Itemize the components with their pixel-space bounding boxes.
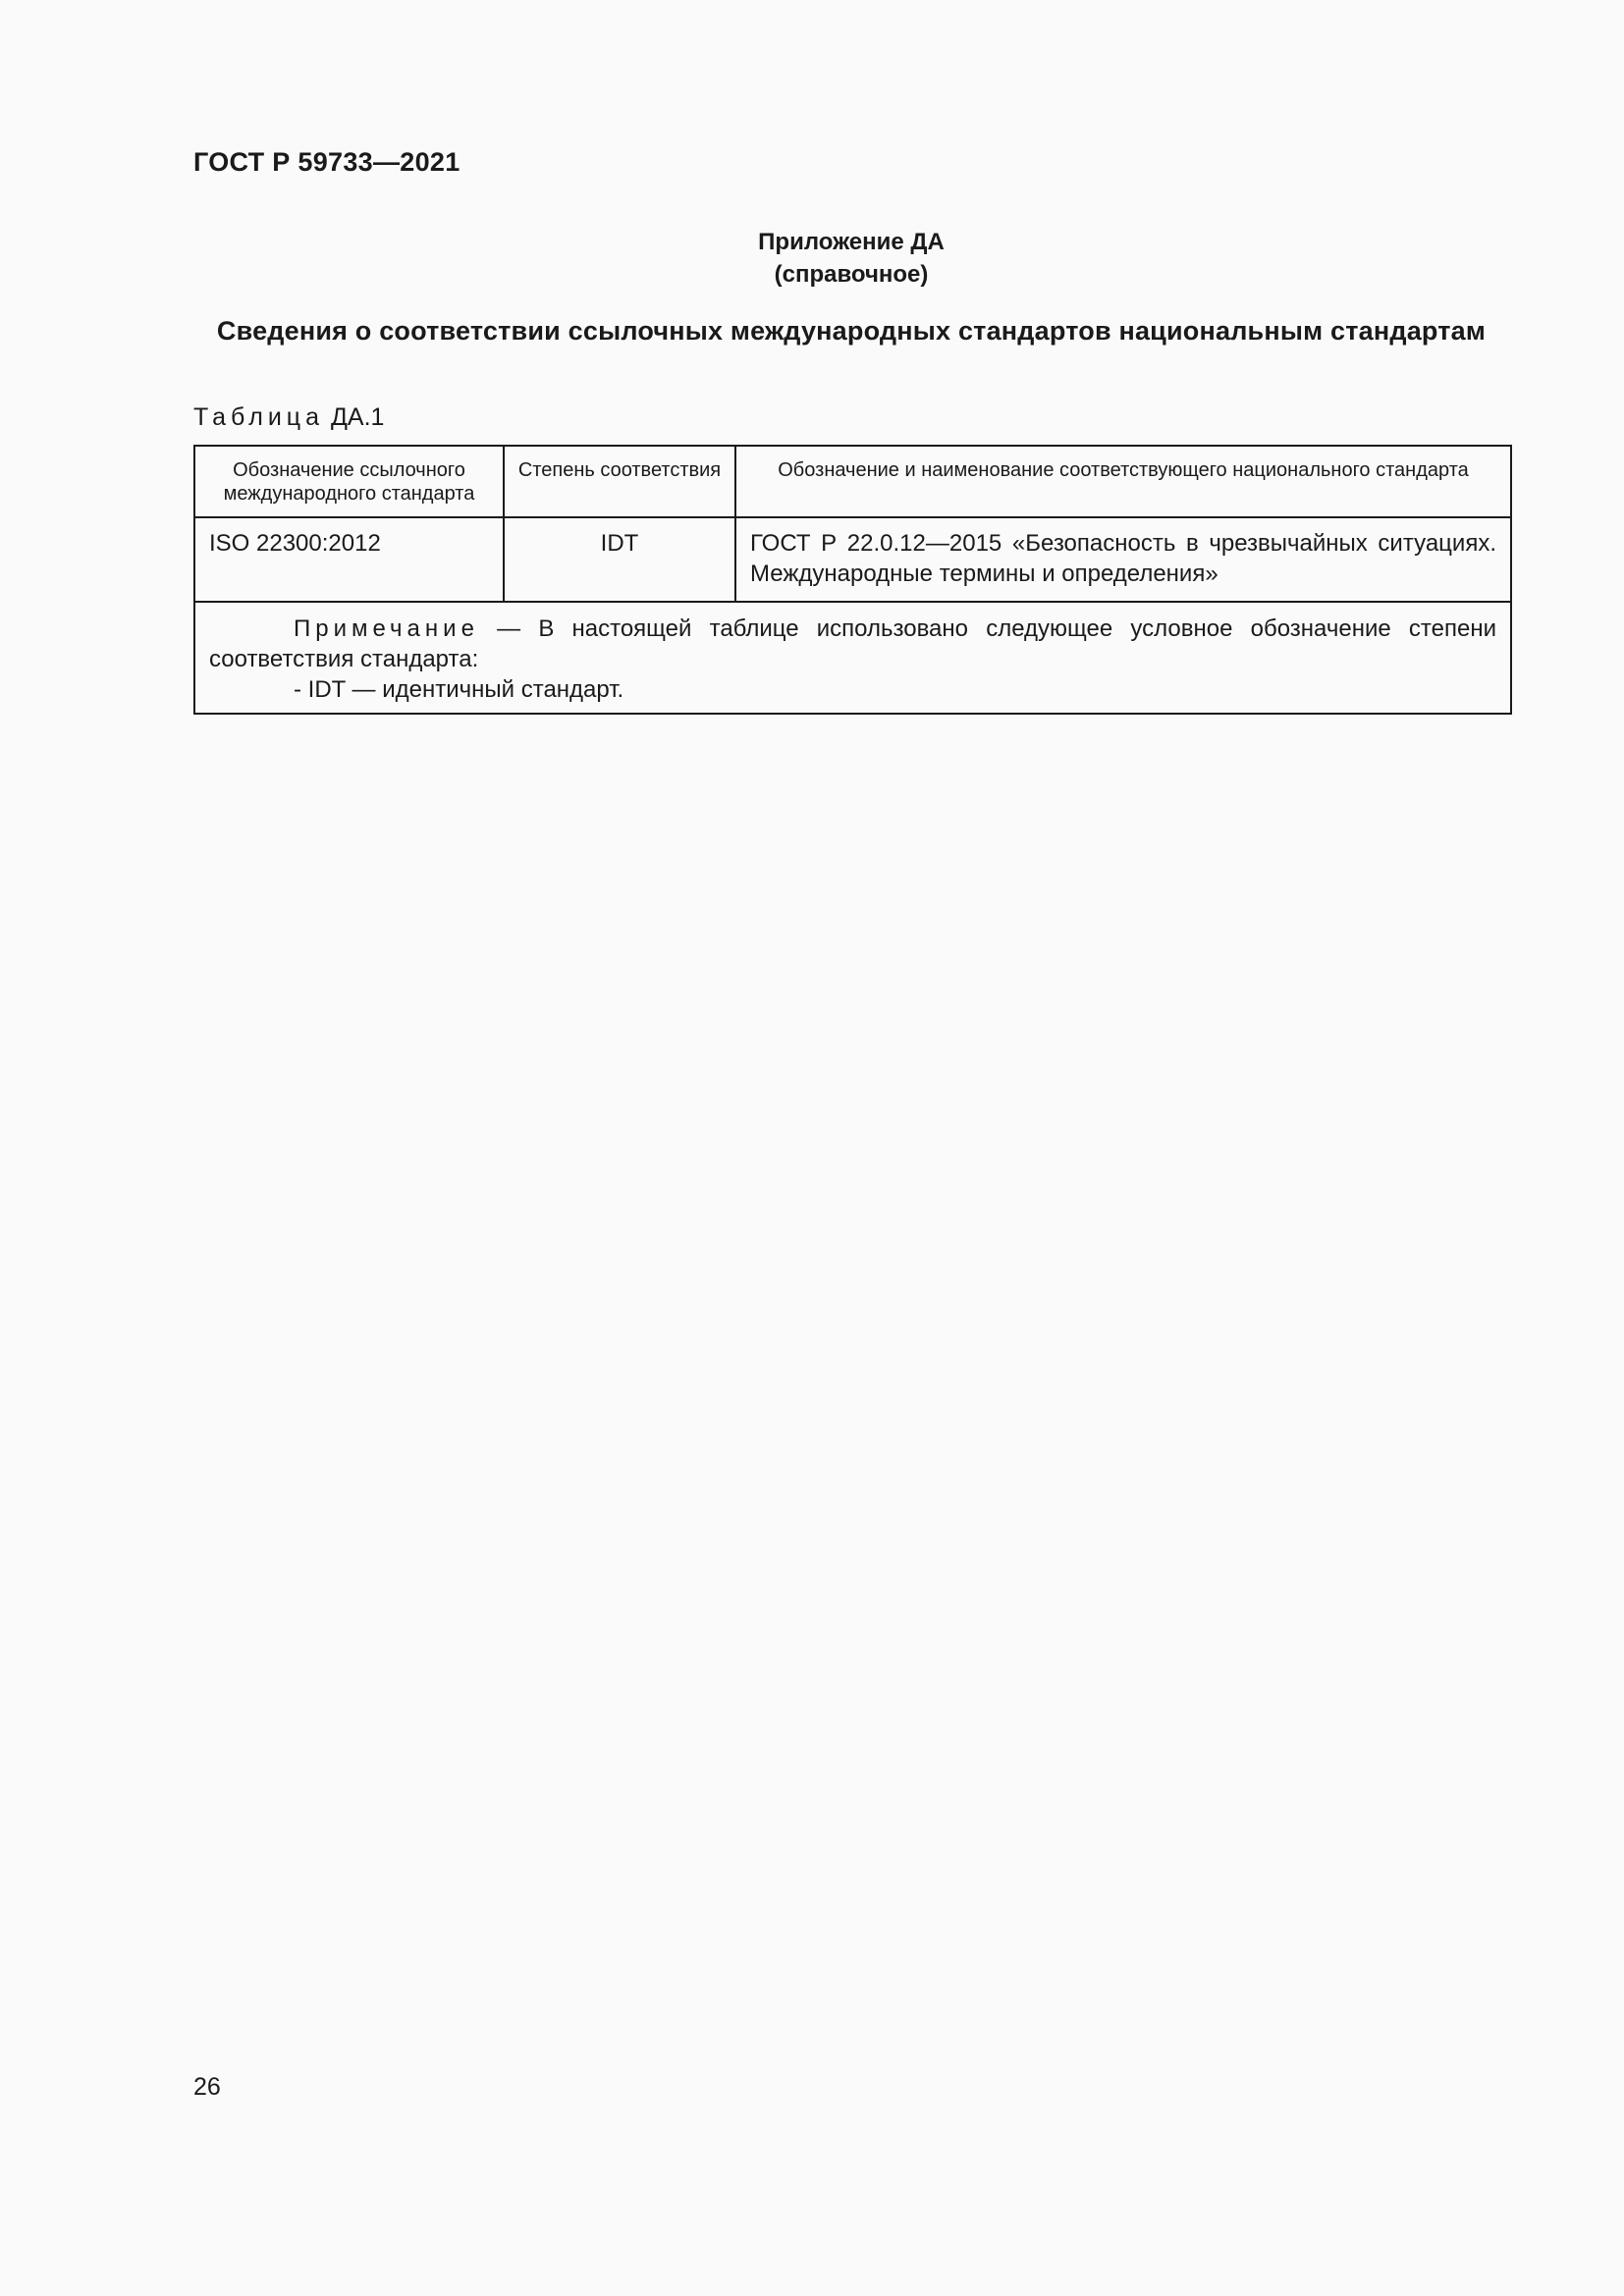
appendix-heading (0, 226, 1624, 291)
table-note-row (194, 602, 1511, 714)
column-header-national: Обозначение и наименование соответствующего национального стандарта (735, 446, 1511, 517)
page-number: 26 (193, 2073, 221, 2101)
table-caption-number: ДА.1 (330, 403, 385, 431)
appendix-title: Приложение ДА (758, 229, 945, 255)
cell-national-standard: ГОСТ Р 22.0.12—2015 «Безопасность в чрезвычайных ситуациях. Международные термины и определения» (735, 517, 1511, 602)
note-label: Примечание (294, 615, 479, 642)
section-title: Сведения о соответствии ссылочных международных стандартов национальным стандартам (216, 316, 1487, 346)
note-paragraph (209, 614, 1496, 674)
table-note (194, 602, 1511, 714)
cell-degree: IDT (504, 517, 735, 602)
note-list-item: - IDT — идентичный стандарт. (294, 676, 624, 703)
note-text: — В настоящей таблице использовано следующее условное обозначение степени соответствия стандарта: (209, 615, 1497, 672)
table-caption-label: Таблица (193, 403, 325, 431)
column-header-international: Обозначение ссылочного международного стандарта (194, 446, 504, 517)
table-row (194, 517, 1511, 602)
table-header-row (194, 446, 1511, 517)
appendix-subtitle: (справочное) (774, 261, 929, 288)
document-header: ГОСТ Р 59733—2021 (193, 147, 460, 177)
column-header-degree: Степень соответствия (504, 446, 735, 517)
cell-international-standard: ISO 22300:2012 (194, 517, 504, 602)
table-caption (193, 403, 384, 432)
correspondence-table (193, 445, 1512, 715)
